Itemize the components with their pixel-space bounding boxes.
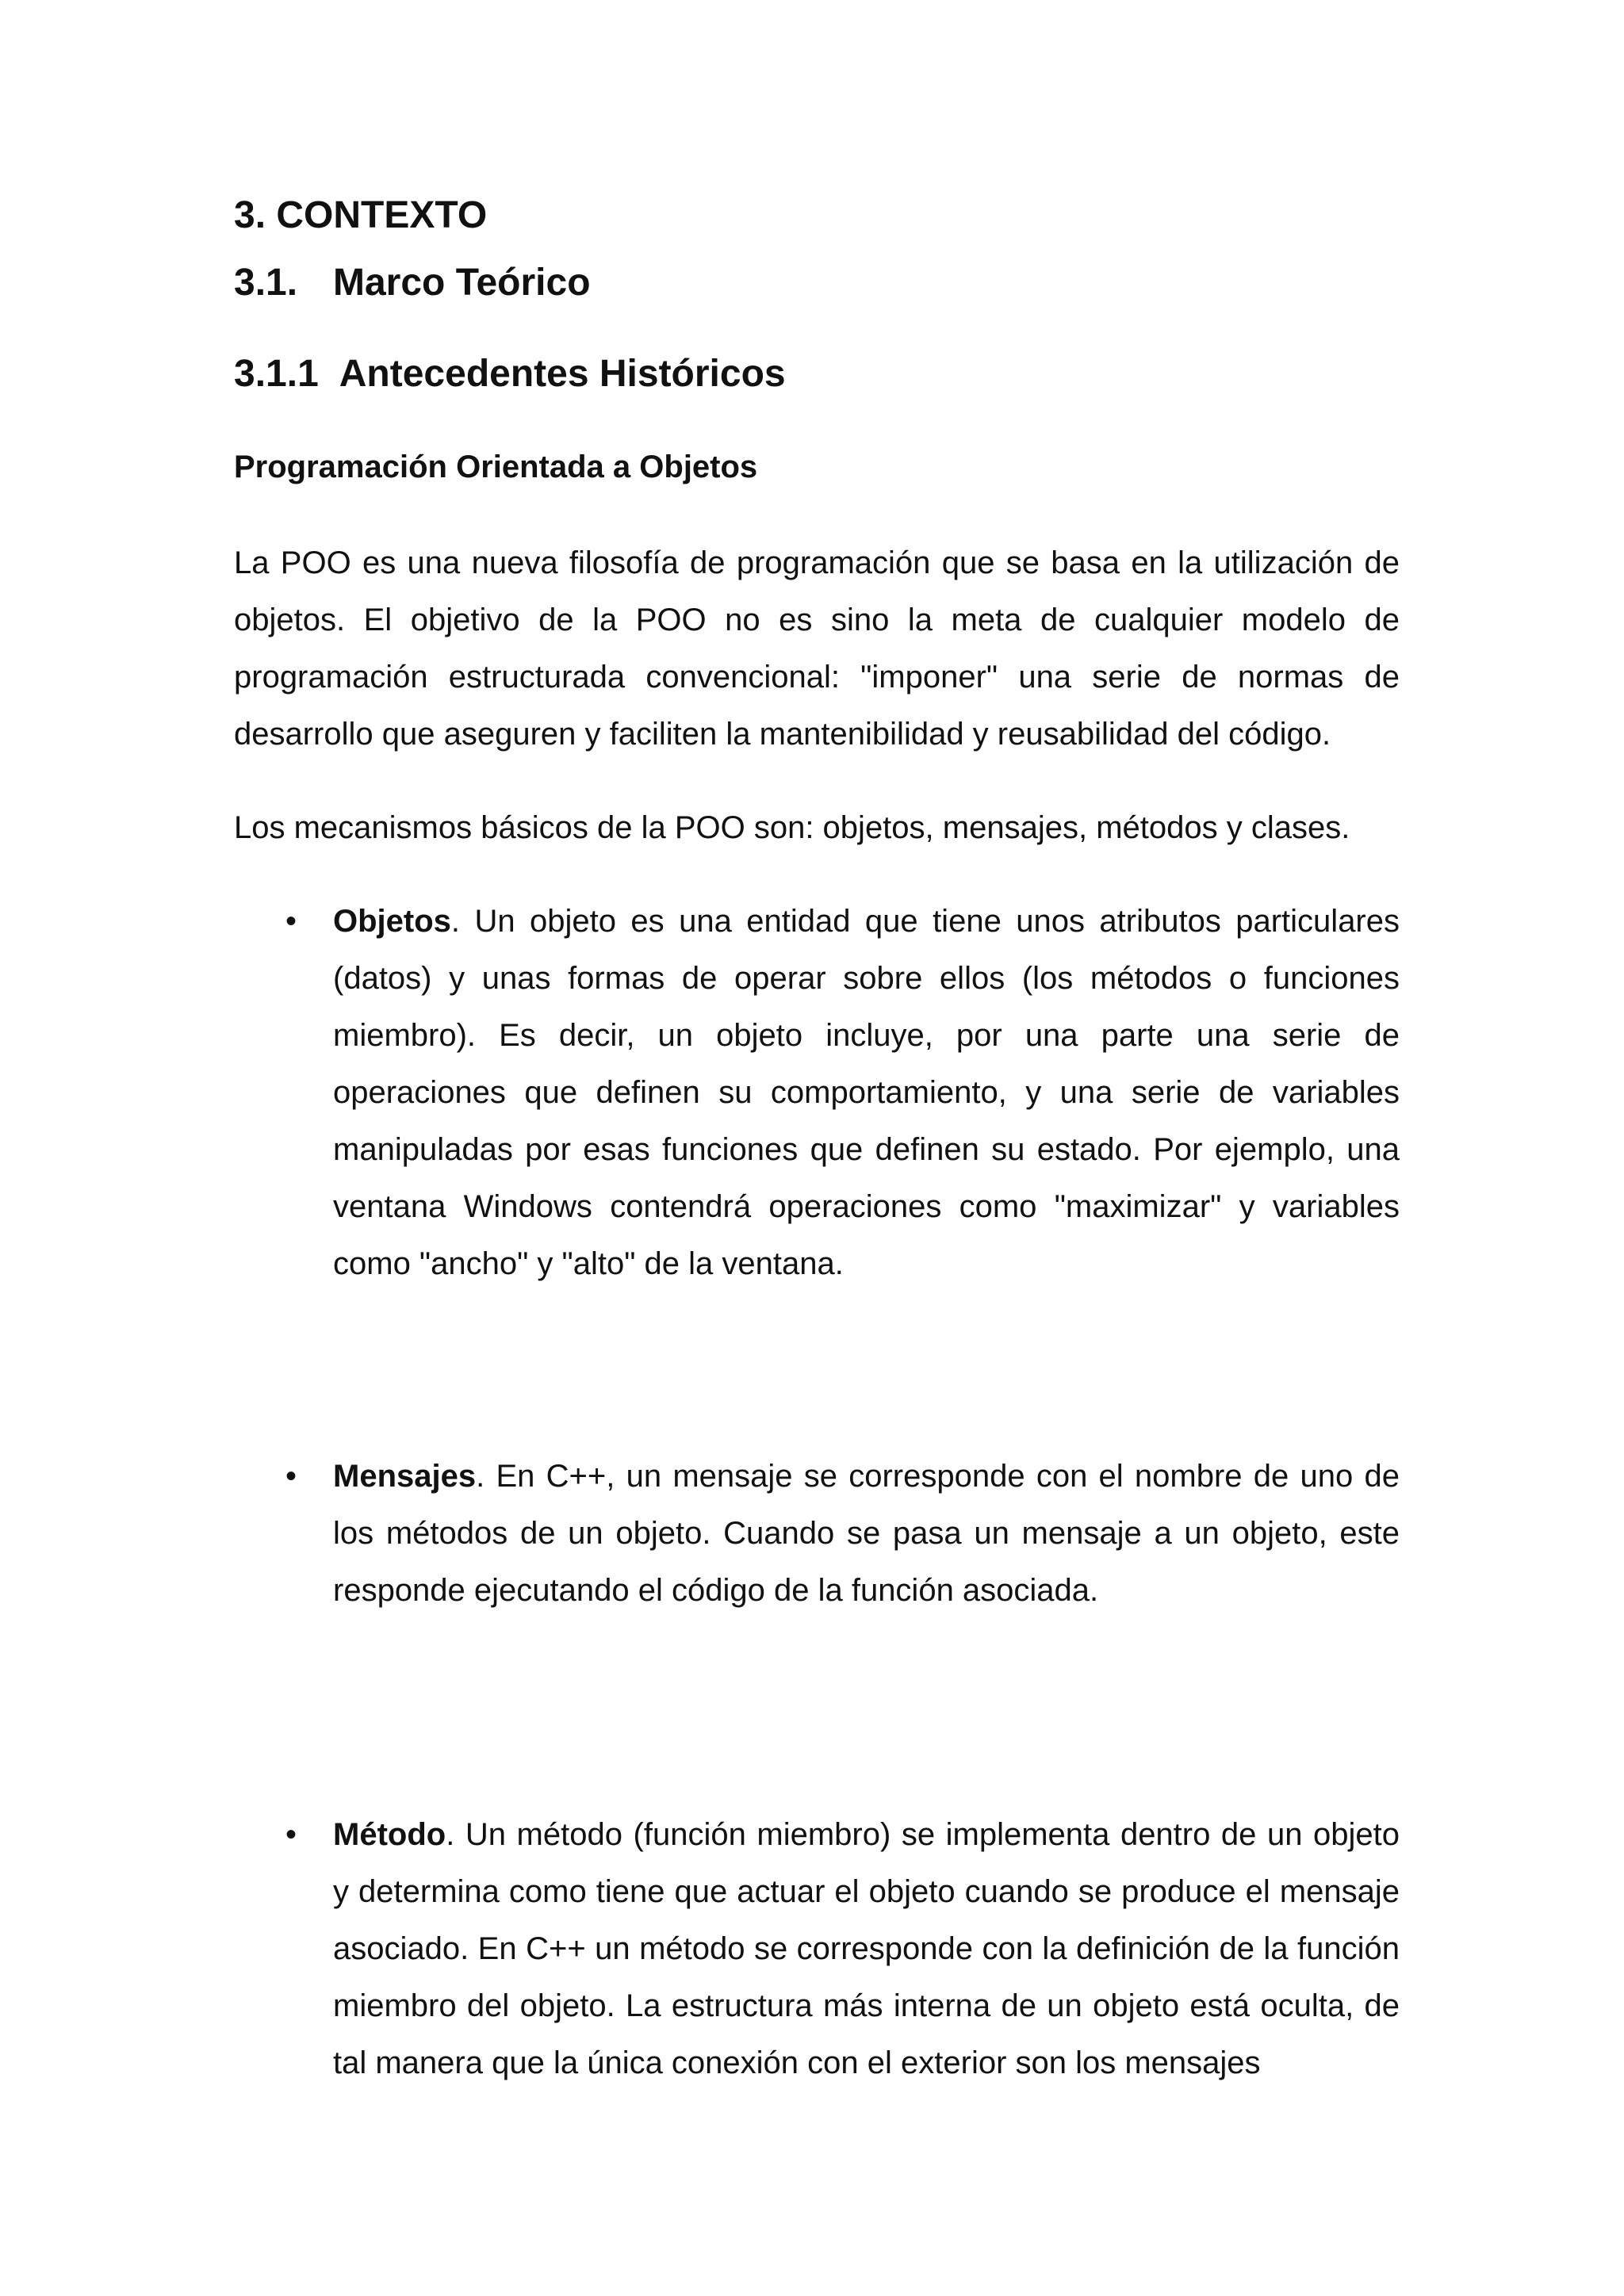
page-content [234, 184, 1400, 2091]
list-item-term: Método [333, 1817, 446, 1852]
mechanisms-paragraph: Los mecanismos básicos de la POO son: objetos, mensajes, métodos y clases. [234, 810, 1350, 845]
list-item-term: Mensajes [333, 1459, 477, 1494]
subsection-heading [234, 342, 1400, 406]
list-item-objetos [234, 893, 1400, 1292]
section-heading [234, 251, 1400, 315]
list-item-term: Objetos [333, 904, 451, 939]
list-item-mensajes [234, 1448, 1400, 1619]
mechanisms-list [234, 893, 1400, 2091]
intro-paragraph: La POO es una nueva filosofía de programación que se basa en la utilización de objetos. El objetivo de la POO no es sino la meta de cualquier modelo de programación estructurada convencional: "imponer" una serie de normas de desarrollo que aseguren y faciliten la mantenibilidad y reusabilidad del código. [234, 545, 1400, 752]
chapter-heading: 3. CONTEXTO [234, 194, 488, 236]
list-item-metodo [234, 1806, 1400, 2091]
subsection-title: Antecedentes Históricos [339, 353, 786, 395]
bullet-icon: • [285, 1817, 297, 1852]
list-item-text: . Un objeto es una entidad que tiene unos atributos particulares (datos) y unas formas de operar sobre ellos (los métodos o funciones miembro). Es decir, un objeto incluye, por una parte una serie de operaciones que definen su comportamiento, y una serie de variables manipuladas por esas funciones que definen su estado. Por ejemplo, una ventana Windows contendrá operaciones como "maximizar" y variables como "ancho" y "alto" de la ventana. [333, 904, 1400, 1281]
topic-heading: Programación Orientada a Objetos [234, 450, 758, 484]
section-title: Marco Teórico [333, 262, 591, 304]
list-item-text: . Un método (función miembro) se implementa dentro de un objeto y determina como tiene que actuar el objeto cuando se produce el mensaje asociado. En C++ un método se corresponde con la definición de la función miembro del objeto. La estructura más interna de un objeto está oculta, de tal manera que la única conexión con el exterior son los mensajes [333, 1817, 1400, 2080]
list-item-text: . En C++, un mensaje se corresponde con el nombre de uno de los métodos de un objeto. Cuando se pasa un mensaje a un objeto, este responde ejecutando el código de la función asociada. [333, 1459, 1400, 1608]
bullet-icon: • [285, 904, 297, 939]
section-number: 3.1. [234, 262, 298, 304]
bullet-icon: • [285, 1459, 297, 1494]
subsection-number: 3.1.1 [234, 353, 319, 395]
